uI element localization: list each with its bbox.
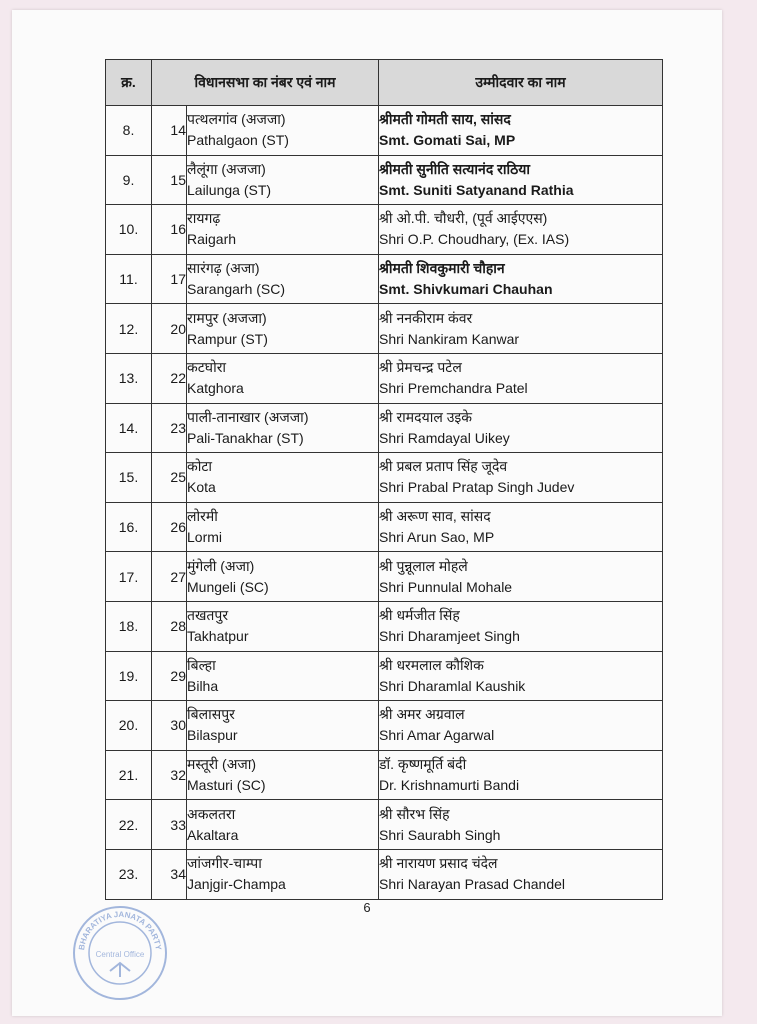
constituency-name-english: Pali-Tanakhar (ST) <box>187 429 304 446</box>
candidate-name-english: Shri Amar Agarwal <box>379 727 495 744</box>
serial-number: 14. <box>106 403 152 453</box>
candidate-name <box>379 205 663 255</box>
constituency-name-hindi: बिल्हा <box>187 656 216 673</box>
candidate-name-hindi: श्रीमती शिवकुमारी चौहान <box>379 260 505 277</box>
candidate-name-english: Shri Prabal Pratap Singh Judev <box>379 479 575 496</box>
constituency-name-english: Lormi <box>187 529 223 546</box>
constituency-name-english: Raigarh <box>187 231 237 248</box>
table-row <box>106 254 663 304</box>
constituency-name-hindi: कटघोरा <box>187 359 227 376</box>
constituency-name-english: Pathalgaon (ST) <box>187 132 289 149</box>
candidate-name-hindi: श्री अमर अग्रवाल <box>379 706 465 723</box>
candidate-name <box>379 849 663 899</box>
candidate-name <box>379 750 663 800</box>
table-row <box>106 155 663 205</box>
constituency-name <box>187 304 379 354</box>
constituency-name <box>187 651 379 701</box>
header-serial: क्र. <box>106 60 152 106</box>
table-row <box>106 205 663 255</box>
table-row <box>106 651 663 701</box>
constituency-name <box>187 552 379 602</box>
candidate-name <box>379 502 663 552</box>
constituency-name-hindi: लोरमी <box>187 508 218 525</box>
table-row <box>106 800 663 850</box>
table-row <box>106 601 663 651</box>
candidate-name <box>379 403 663 453</box>
constituency-name <box>187 800 379 850</box>
candidate-name-hindi: श्री सौरभ सिंह <box>379 805 450 822</box>
candidate-name <box>379 800 663 850</box>
candidate-name <box>379 353 663 403</box>
page-number: 6 <box>363 900 371 915</box>
constituency-name-english: Lailunga (ST) <box>187 181 272 198</box>
candidate-name-hindi: श्रीमती गोमती साय, सांसद <box>379 111 511 128</box>
constituency-name-hindi: लैलूंगा (अजजा) <box>187 160 266 177</box>
constituency-name <box>187 701 379 751</box>
constituency-number: 17 <box>152 254 187 304</box>
candidate-name <box>379 106 663 156</box>
constituency-name-english: Janjgir-Champa <box>187 876 286 893</box>
candidate-name <box>379 601 663 651</box>
document-page <box>12 10 722 1016</box>
candidate-name-hindi: श्री अरूण साव, सांसद <box>379 508 491 525</box>
candidate-name-hindi: श्री धरमलाल कौशिक <box>379 656 484 673</box>
candidate-name <box>379 651 663 701</box>
constituency-name <box>187 155 379 205</box>
constituency-name-english: Bilaspur <box>187 727 238 744</box>
candidate-name-english: Shri O.P. Choudhary, (Ex. IAS) <box>379 231 570 248</box>
constituency-number: 34 <box>152 849 187 899</box>
serial-number: 10. <box>106 205 152 255</box>
constituency-name <box>187 106 379 156</box>
serial-number: 16. <box>106 502 152 552</box>
constituency-name-hindi: सारंगढ़ (अजा) <box>187 260 260 277</box>
candidate-name-english: Smt. Suniti Satyanand Rathia <box>379 181 574 198</box>
svg-text:BHARATIYA JANATA PARTY: BHARATIYA JANATA PARTY <box>77 909 163 951</box>
constituency-name-hindi: तखतपुर <box>187 607 229 624</box>
constituency-name-hindi: मस्तूरी (अजा) <box>187 756 257 773</box>
candidate-name <box>379 552 663 602</box>
constituency-name-hindi: कोटा <box>187 458 213 475</box>
constituency-number: 28 <box>152 601 187 651</box>
serial-number: 9. <box>106 155 152 205</box>
table-body <box>106 106 663 900</box>
constituency-name-hindi: बिलासपुर <box>187 706 235 723</box>
table-row <box>106 304 663 354</box>
serial-number: 11. <box>106 254 152 304</box>
constituency-name-hindi: रामपुर (अजजा) <box>187 309 267 326</box>
constituency-name-english: Rampur (ST) <box>187 330 268 347</box>
constituency-number: 15 <box>152 155 187 205</box>
serial-number: 13. <box>106 353 152 403</box>
candidate-name-hindi: श्री प्रेमचन्द्र पटेल <box>379 359 462 376</box>
candidate-name-english: Smt. Gomati Sai, MP <box>379 132 516 149</box>
serial-number: 18. <box>106 601 152 651</box>
candidate-name-english: Dr. Krishnamurti Bandi <box>379 777 520 794</box>
constituency-name-hindi: मुंगेली (अजा) <box>187 557 255 574</box>
constituency-number: 27 <box>152 552 187 602</box>
candidate-name-hindi: श्री ओ.पी. चौधरी, (पूर्व आईएएस) <box>379 210 548 227</box>
constituency-name <box>187 453 379 503</box>
candidate-name-english: Shri Narayan Prasad Chandel <box>379 876 566 893</box>
table-row <box>106 552 663 602</box>
constituency-number: 23 <box>152 403 187 453</box>
candidate-name-english: Shri Punnulal Mohale <box>379 578 513 595</box>
table-row <box>106 701 663 751</box>
candidate-name-hindi: श्रीमती सुनीति सत्यानंद राठिया <box>379 160 530 177</box>
candidate-name-hindi: डॉ. कृष्णमूर्ति बंदी <box>379 756 467 773</box>
table-row <box>106 849 663 899</box>
constituency-name-english: Bilha <box>187 677 219 694</box>
candidate-name-hindi: श्री पुन्नूलाल मोहले <box>379 557 468 574</box>
constituency-name <box>187 750 379 800</box>
candidate-name-english: Shri Premchandra Patel <box>379 380 528 397</box>
serial-number: 12. <box>106 304 152 354</box>
constituency-number: 16 <box>152 205 187 255</box>
serial-number: 15. <box>106 453 152 503</box>
constituency-name <box>187 353 379 403</box>
serial-number: 19. <box>106 651 152 701</box>
serial-number: 23. <box>106 849 152 899</box>
serial-number: 20. <box>106 701 152 751</box>
candidate-name <box>379 453 663 503</box>
candidate-name <box>379 155 663 205</box>
constituency-name <box>187 205 379 255</box>
table-row <box>106 502 663 552</box>
candidate-name-hindi: श्री धर्मजीत सिंह <box>379 607 460 624</box>
header-candidate: उम्मीदवार का नाम <box>379 60 663 106</box>
serial-number: 22. <box>106 800 152 850</box>
candidate-name-english: Shri Saurabh Singh <box>379 826 501 843</box>
constituency-number: 26 <box>152 502 187 552</box>
table-header-row <box>106 60 663 106</box>
constituency-name-english: Mungeli (SC) <box>187 578 269 595</box>
candidate-name-hindi: श्री नारायण प्रसाद चंदेल <box>379 855 498 872</box>
constituency-number: 33 <box>152 800 187 850</box>
constituency-name <box>187 403 379 453</box>
party-seal-stamp <box>70 903 170 1003</box>
candidate-name-english: Smt. Shivkumari Chauhan <box>379 281 553 298</box>
constituency-number: 30 <box>152 701 187 751</box>
table-row <box>106 353 663 403</box>
constituency-name-english: Takhatpur <box>187 628 249 645</box>
table-row <box>106 403 663 453</box>
constituency-number: 20 <box>152 304 187 354</box>
candidate-name-english: Shri Nankiram Kanwar <box>379 330 520 347</box>
candidate-name <box>379 304 663 354</box>
constituency-name-hindi: पत्थलगांव (अजजा) <box>187 111 286 128</box>
header-constituency: विधानसभा का नंबर एवं नाम <box>152 60 379 106</box>
candidate-name <box>379 701 663 751</box>
constituency-name-hindi: रायगढ़ <box>187 210 221 227</box>
candidate-name <box>379 254 663 304</box>
candidate-name-english: Shri Ramdayal Uikey <box>379 429 510 446</box>
table-row <box>106 106 663 156</box>
constituency-number: 29 <box>152 651 187 701</box>
constituency-name-english: Masturi (SC) <box>187 777 266 794</box>
constituency-number: 25 <box>152 453 187 503</box>
constituency-name-hindi: अकलतरा <box>187 805 236 822</box>
candidate-name-english: Shri Dharamjeet Singh <box>379 628 520 645</box>
serial-number: 21. <box>106 750 152 800</box>
candidate-name-hindi: श्री ननकीराम कंवर <box>379 309 473 326</box>
candidate-name-hindi: श्री रामदयाल उइके <box>379 408 473 425</box>
serial-number: 17. <box>106 552 152 602</box>
constituency-name-english: Sarangarh (SC) <box>187 281 286 298</box>
constituency-name <box>187 601 379 651</box>
constituency-name-english: Katghora <box>187 380 244 397</box>
constituency-name-hindi: पाली-तानाखार (अजजा) <box>187 408 309 425</box>
serial-number: 8. <box>106 106 152 156</box>
constituency-number: 14 <box>152 106 187 156</box>
candidate-name-hindi: श्री प्रबल प्रताप सिंह जूदेव <box>379 458 508 475</box>
constituency-name-hindi: जांजगीर-चाम्पा <box>187 855 262 872</box>
constituency-name <box>187 849 379 899</box>
constituency-name <box>187 254 379 304</box>
candidate-name-english: Shri Arun Sao, MP <box>379 529 495 546</box>
constituency-name-english: Akaltara <box>187 826 239 843</box>
constituency-name-english: Kota <box>187 479 216 496</box>
constituency-number: 22 <box>152 353 187 403</box>
candidate-name-english: Shri Dharamlal Kaushik <box>379 677 526 694</box>
table-row <box>106 453 663 503</box>
constituency-name <box>187 502 379 552</box>
table-row <box>106 750 663 800</box>
constituency-number: 32 <box>152 750 187 800</box>
candidate-list-table <box>105 59 663 900</box>
svg-text:Central Office: Central Office <box>95 950 145 959</box>
